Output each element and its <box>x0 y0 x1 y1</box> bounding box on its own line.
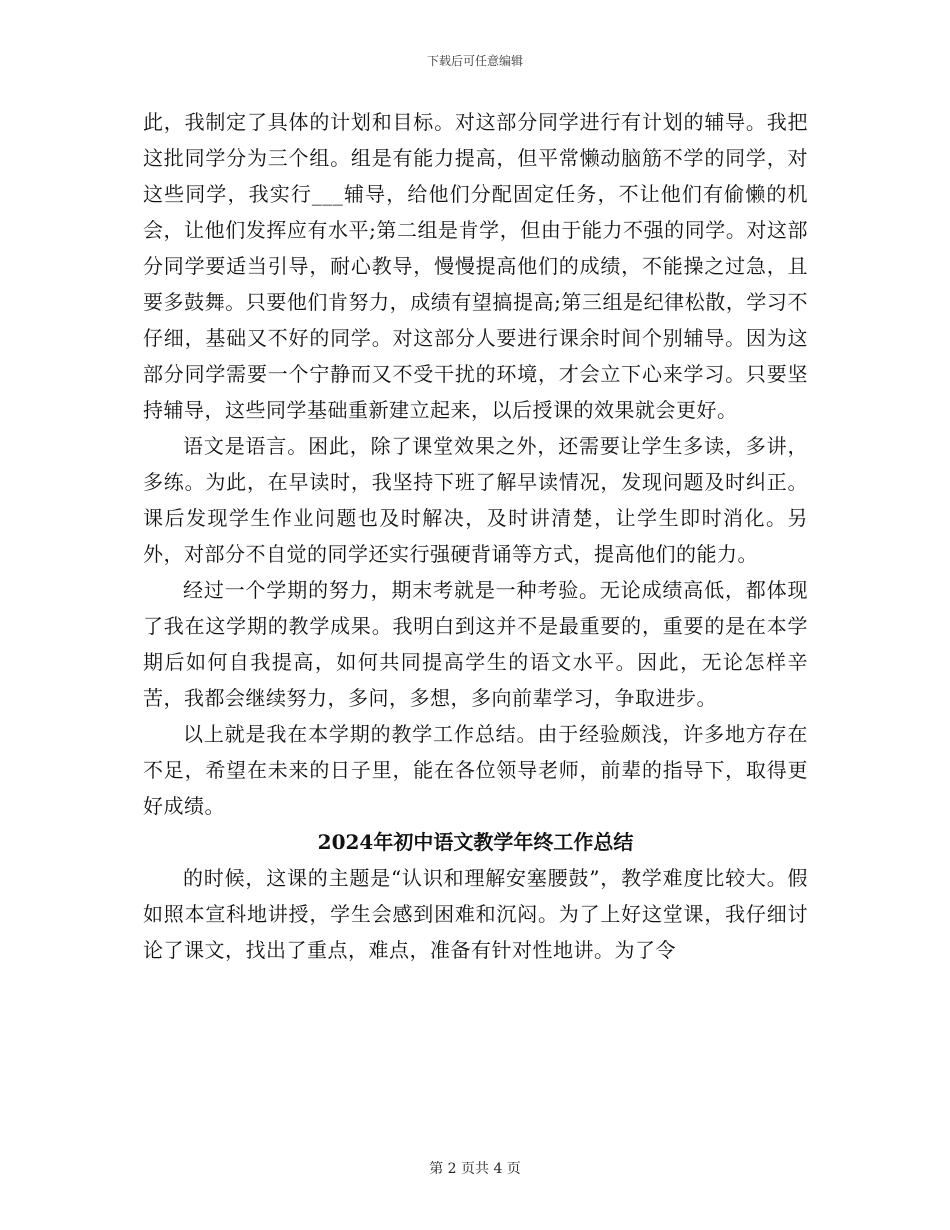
page-header-note: 下载后可任意编辑 <box>426 54 523 68</box>
section-title: 2024年初中语文教学年终工作总结 <box>317 830 634 854</box>
paragraph-section-intro: 的时候，这课的主题是“认识和理解安塞腰鼓”，教学难度比较大。假如照本宣科地讲授，学生会感到困难和沉闷。为了上好这堂课，我仔细讨论了课文，找出了重点，难点，准备有针对性地讲。为了令 <box>143 866 808 962</box>
page-number: 第 2 页共 4 页 <box>429 1161 521 1177</box>
document-body <box>143 104 808 968</box>
paragraph-conclusion: 以上就是我在本学期的教学工作总结。由于经验颇浅，许多地方存在不足，希望在未来的日子里，能在各位领导老师，前辈的指导下，取得更好成绩。 <box>143 722 808 818</box>
paragraph-language-practice: 语文是语言。困此，除了课堂效果之外，还需要让学生多读，多讲，多练。为此，在早读时，我坚持下班了解早读情况，发现问题及时纠正。课后发现学生作业问题也及时解决，及时讲清楚，让学生即时消化。另外，对部分不自觉的同学还实行强硬背诵等方式，提高他们的能力。 <box>143 434 808 566</box>
paragraph-semester-effort: 经过一个学期的努力，期末考就是一种考验。无论成绩高低，都体现了我在这学期的教学成果。我明白到这并不是最重要的，重要的是在本学期后如何自我提高，如何共同提高学生的语文水平。因此，无论怎样辛苦，我都会继续努力，多问，多想，多向前辈学习，争取进步。 <box>143 578 808 710</box>
paragraph-continued: 此，我制定了具体的计划和目标。对这部分同学进行有计划的辅导。我把这批同学分为三个组。组是有能力提高，但平常懒动脑筋不学的同学，对这些同学，我实行___辅导，给他们分配固定任务，不让他们有偷懒的机会，让他们发挥应有水平;第二组是肯学，但由于能力不强的同学。对这部分同学要适当引导，耐心教导，慢慢提高他们的成绩，不能操之过急，且要多鼓舞。只要他们肯努力，成绩有望搞提高;第三组是纪律松散，学习不仔细，基础又不好的同学。对这部分人要进行课余时间个别辅导。因为这部分同学需要一个宁静而又不受干扰的环境，才会立下心来学习。只要坚持辅导，这些同学基础重新建立起来，以后授课的效果就会更好。 <box>143 110 808 422</box>
